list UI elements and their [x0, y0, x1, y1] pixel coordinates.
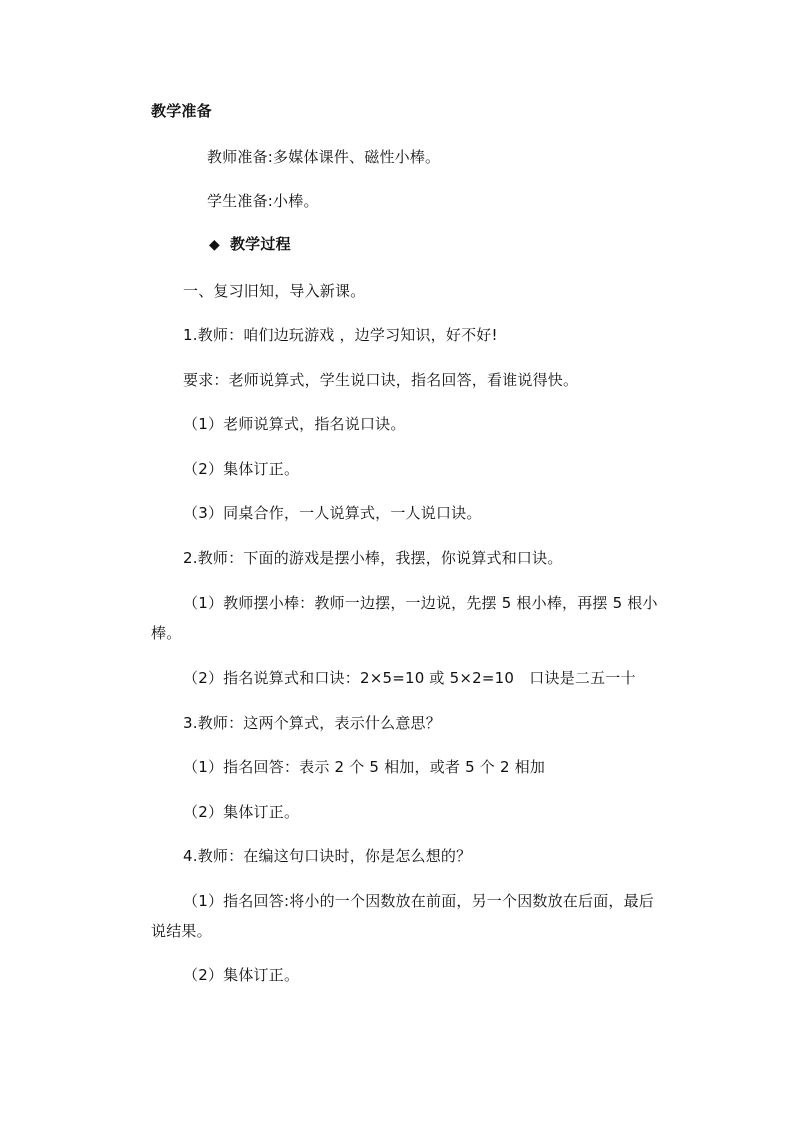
- list-item: （3）同桌合作，一人说算式，一人说口诀。: [183, 504, 482, 522]
- list-item: （1）指名回答:将小的一个因数放在前面，另一个因数放在后面，最后: [183, 892, 655, 910]
- student-preparation: 学生准备:小棒。: [207, 192, 319, 210]
- teacher-preparation: 教师准备:多媒体课件、磁性小棒。: [207, 148, 441, 166]
- list-item: （2）指名说算式和口诀：2×5=10 或 5×2=10 口诀是二五一十: [183, 669, 636, 687]
- teacher-sticks-game: 2.教师：下面的游戏是摆小棒，我摆，你说算式和口诀。: [183, 549, 563, 567]
- teacher-question-rhyme: 4.教师：在编这句口诀时，你是怎么想的？: [183, 847, 472, 865]
- list-item: （2）集体订正。: [183, 966, 300, 984]
- process-heading-row: [209, 229, 794, 259]
- teacher-game-intro: 1.教师：咱们边玩游戏 ，边学习知识，好不好!: [183, 326, 498, 344]
- list-item: （1）教师摆小棒：教师一边摆，一边说，先摆 5 根小棒，再摆 5 根小: [183, 594, 658, 612]
- list-item: （2）集体订正。: [183, 460, 300, 478]
- list-item-continuation: 说结果。: [151, 922, 212, 940]
- list-item: （2）集体订正。: [183, 803, 300, 821]
- list-item: （1）老师说算式，指名说口诀。: [183, 415, 406, 433]
- process-heading: 教学过程: [229, 235, 291, 253]
- diamond-bullet-icon: ◆: [209, 237, 220, 253]
- game-requirement: 要求：老师说算式，学生说口诀，指名回答，看谁说得快。: [183, 371, 579, 389]
- review-intro: 一、复习旧知，导入新课。: [183, 282, 366, 300]
- list-item-continuation: 棒。: [151, 624, 182, 642]
- teacher-question-meaning: 3.教师：这两个算式，表示什么意思？: [183, 714, 441, 732]
- list-item: （1）指名回答：表示 2 个 5 相加，或者 5 个 2 相加: [183, 758, 546, 776]
- section-heading: 教学准备: [151, 102, 212, 120]
